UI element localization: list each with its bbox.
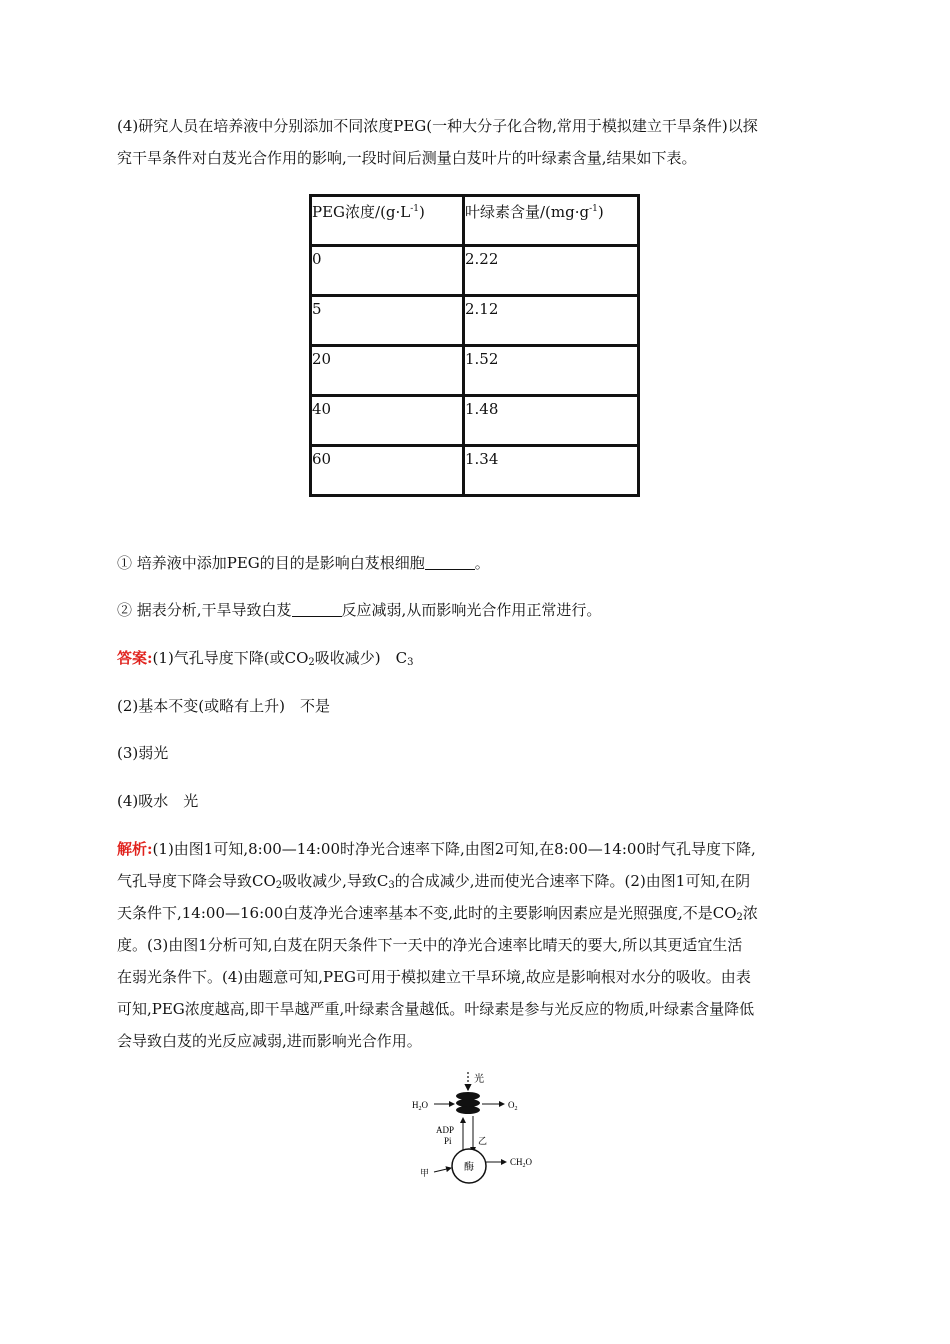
answer-label: 答案:	[117, 649, 153, 667]
table-row	[311, 346, 639, 396]
cell-chlorophyll: 2.22	[464, 246, 639, 296]
question-1: ① 培养液中添加PEG的目的是影响白芨根细胞 。	[117, 554, 490, 572]
cell-peg: 20	[311, 346, 464, 396]
cell-peg: 0	[311, 246, 464, 296]
answer-4: (4)吸水 光	[117, 792, 199, 810]
table-row	[311, 246, 639, 296]
analysis-line-2: 气孔导度下降会导致$CO_2$吸收减少,导致$C_3$的合成减少,进而使光合速率下降。(2)由图1可知,在阴	[117, 872, 751, 891]
answer-2: (2)基本不变(或略有上升) 不是	[117, 697, 330, 715]
intro-line-1: (4)研究人员在培养液中分别添加不同浓度PEG(一种大分子化合物,常用于模拟建立干旱条件)以探	[117, 117, 758, 135]
answer-3: (3)弱光	[117, 744, 169, 762]
question-2: ② 据表分析,干旱导致白芨 反应减弱,从而影响光合作用正常进行。	[117, 601, 602, 619]
cell-chlorophyll: 1.34	[464, 446, 639, 496]
answer-blank-2[interactable]	[292, 600, 342, 617]
analysis-line-6: 可知,PEG浓度越高,即干旱越严重,叶绿素含量越低。叶绿素是参与光反应的物质,叶绿素含量降低	[117, 1000, 755, 1018]
answer-1: 答案:(1)气孔导度下降(或$CO_2$吸收减少) $C_3$	[117, 649, 414, 668]
label-o2: $O_2$	[508, 1100, 518, 1112]
analysis-line-7: 会导致白芨的光反应减弱,进而影响光合作用。	[117, 1032, 422, 1050]
analysis-line-5: 在弱光条件下。(4)由题意可知,PEG可用于模拟建立干旱环境,故应是影响根对水分的吸收。由表	[117, 968, 751, 986]
table-row	[311, 296, 639, 346]
label-yi: 乙	[478, 1136, 488, 1146]
jia-arrow	[434, 1168, 451, 1172]
header-peg-concentration: PEG浓度$/(g\cdot L^{-1})$	[311, 196, 464, 246]
table-header-row	[311, 196, 639, 246]
answer-blank-1[interactable]	[425, 553, 475, 570]
label-adp: ADP	[436, 1125, 455, 1135]
analysis-line-4: 度。(3)由图1分析可知,白芨在阴天条件下一天中的净光合速率比晴天的要大,所以其更适宜生活	[117, 936, 743, 954]
label-jia: 甲	[420, 1168, 430, 1178]
photosynthesis-diagram	[400, 1066, 560, 1186]
label-light: 光	[474, 1074, 484, 1085]
label-ch2o: $CH_2O$	[510, 1157, 533, 1169]
thylakoid-stack	[456, 1092, 480, 1114]
cell-peg: 60	[311, 446, 464, 496]
header-chlorophyll-content: 叶绿素含量$/(mg\cdot g^{-1})$	[464, 196, 639, 246]
label-h2o: $H_2O$	[412, 1100, 428, 1112]
label-pi: Pi	[444, 1136, 452, 1146]
cell-peg: 40	[311, 396, 464, 446]
cell-chlorophyll: 1.48	[464, 396, 639, 446]
table-row	[311, 396, 639, 446]
cell-chlorophyll: 1.52	[464, 346, 639, 396]
table-row	[311, 446, 639, 496]
peg-chlorophyll-table	[309, 194, 640, 497]
analysis-line-1: 解析:(1)由图1可知,8:00—14:00时净光合速率下降,由图2可知,在8:00—14:00时气孔导度下降,	[117, 840, 756, 858]
cell-chlorophyll: 2.12	[464, 296, 639, 346]
label-enzyme: 酶	[464, 1162, 474, 1173]
cell-peg: 5	[311, 296, 464, 346]
analysis-label: 解析:	[117, 840, 153, 858]
analysis-line-3: 天条件下,14:00—16:00白芨净光合速率基本不变,此时的主要影响因素应是光照强度,不是$CO_2$浓	[117, 904, 758, 923]
intro-line-2: 究干旱条件对白芨光合作用的影响,一段时间后测量白芨叶片的叶绿素含量,结果如下表。	[117, 149, 697, 167]
